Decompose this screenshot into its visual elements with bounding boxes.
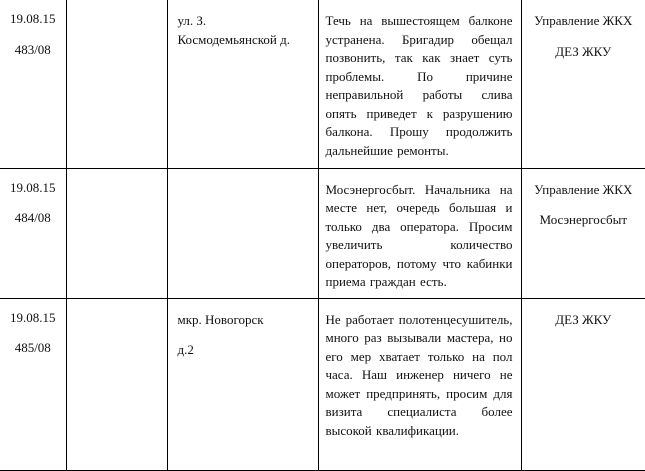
date-cell [0, 298, 66, 470]
organization-cell [521, 0, 645, 168]
table-row [0, 168, 645, 298]
record-number: 484/08 [0, 209, 66, 228]
name-cell [66, 298, 167, 470]
organization-cell [521, 168, 645, 298]
address-line1: ул. З. [178, 13, 207, 28]
date: 19.08.15 [10, 11, 56, 26]
table-row [0, 0, 645, 168]
date-cell [0, 168, 66, 298]
address-line2: Космодемьянской д. [178, 31, 310, 50]
record-number: 485/08 [0, 339, 66, 358]
organization-2: ДЕЗ ЖКУ [522, 43, 645, 62]
organization-cell [521, 298, 645, 470]
address-cell [167, 298, 318, 470]
address-cell [167, 0, 318, 168]
complaint-text: Течь на вышестоящем балконе устранена. Бригадир обещал позвонить, так как знает суть проблемы. По причине неправильной работы слива опять приведет к разрушению балкона. Прошу продолжить дальнейшие ремонты. [318, 0, 521, 168]
organization-1: Управление ЖКХ [534, 182, 632, 197]
name-cell [66, 0, 167, 168]
table-row [0, 298, 645, 470]
date: 19.08.15 [10, 180, 56, 195]
record-number: 483/08 [0, 41, 66, 60]
organization-2: Мосэнергосбыт [522, 211, 645, 230]
address-cell [167, 168, 318, 298]
organization-1: Управление ЖКХ [534, 13, 632, 28]
address-line2: д.2 [178, 341, 310, 360]
organization-1: ДЕЗ ЖКУ [555, 312, 611, 327]
date-cell [0, 0, 66, 168]
date: 19.08.15 [10, 310, 56, 325]
complaint-text: Мосэнергосбыт. Начальника на месте нет, очередь большая и только два оператора. Просим увеличить количество операторов, потому что кабинки приема граждан есть. [318, 168, 521, 298]
complaint-text: Не работает полотенцесушитель, много раз вызывали мастера, но его мер хватает только на пол часа. Наш инженер ничего не может предпринять, просим для визита специалиста более высокой квалификации. [318, 298, 521, 470]
address-line1: мкр. Новогорск [178, 312, 264, 327]
name-cell [66, 168, 167, 298]
